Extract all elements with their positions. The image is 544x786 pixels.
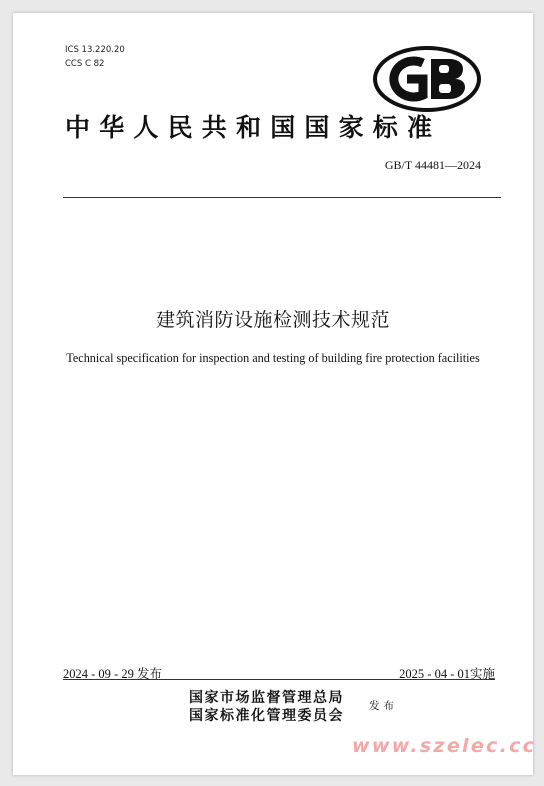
classification-codes [65, 43, 125, 71]
document-title-english: Technical specification for inspection and testing of building fire protection facilities [66, 351, 480, 365]
document-title-chinese: 建筑消防设施检测技术规范 [155, 309, 390, 331]
issuer-sac: 国家标准化管理委员会 [189, 708, 344, 724]
issue-date: 2024 - 09 - 29 发布 [63, 667, 162, 681]
ics-code: ICS 13.220.20 [65, 45, 125, 55]
document-page [13, 13, 533, 775]
issue-label: 发布 [369, 700, 398, 712]
gb-logo [373, 46, 481, 112]
national-standard-heading: 中华人民共和国国家标准 [65, 113, 442, 142]
footer-divider [63, 679, 495, 680]
issuing-authorities [189, 689, 344, 725]
header-divider [63, 197, 501, 198]
standard-number: GB/T 44481—2024 [384, 158, 481, 172]
site-watermark: www.szelec.cc [352, 735, 537, 757]
implementation-date: 2025 - 04 - 01实施 [399, 667, 495, 681]
ccs-code: CCS C 82 [65, 59, 105, 69]
issuer-samr: 国家市场监督管理总局 [189, 690, 344, 706]
